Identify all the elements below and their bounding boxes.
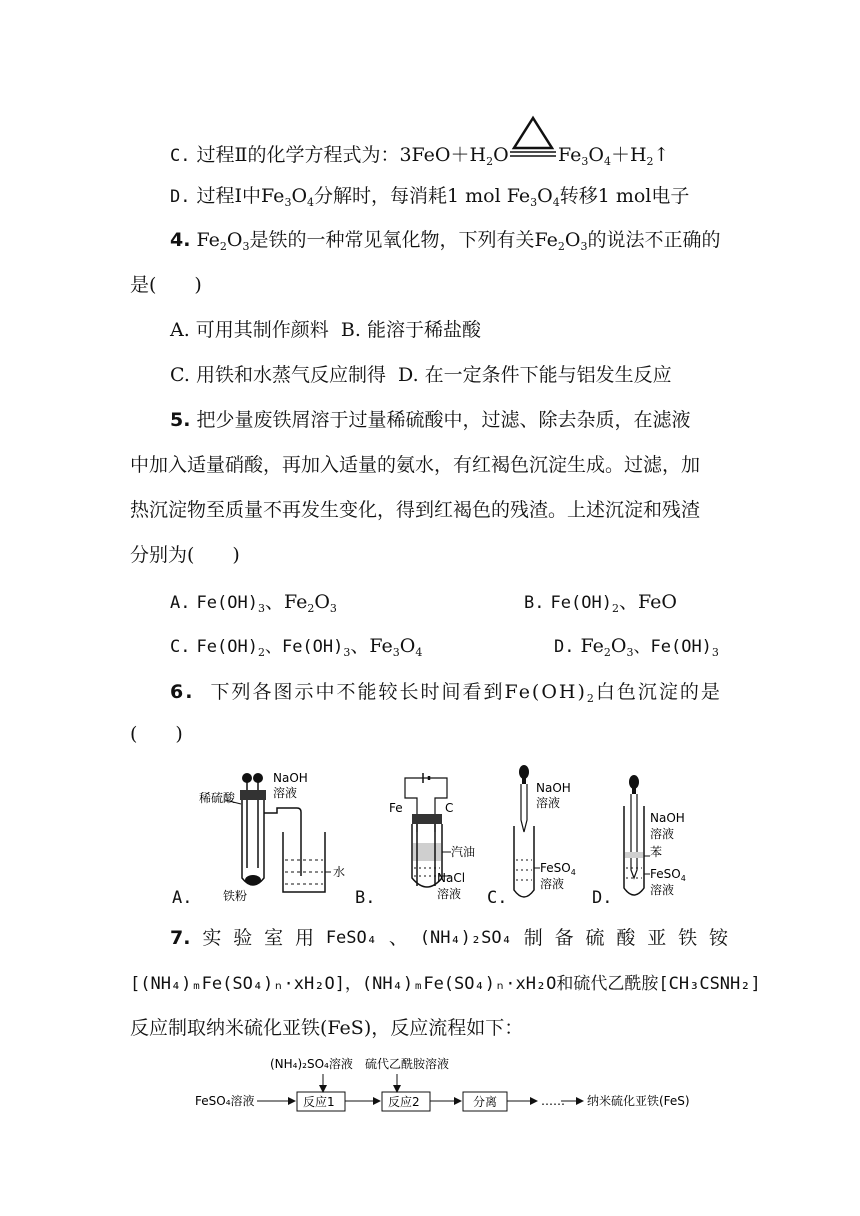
q5-stem-line3: 热沉淀物至质量不再发生变化，得到红褐色的残渣。上述沉淀和残渣	[130, 499, 701, 521]
fig-a-label: A.	[172, 888, 193, 908]
q6-stem-line1: 6. 下列各图示中不能较长时间看到$Fe(OH)_2$白色沉淀的是	[170, 681, 722, 705]
flow-start: FeSO₄溶液	[195, 1094, 255, 1108]
q7-stem-line2: [(NH₄)ₘFe(SO₄)ₙ·xH₂O]，(NH₄)ₘFe(SO₄)ₙ·xH₂O和硫代乙酰胺[CH₃CSNH₂]	[130, 974, 761, 994]
flow-reagent1: (NH₄)₂SO₄溶液	[270, 1057, 353, 1071]
fig-a-naoh-solution-label: 溶液	[273, 786, 298, 800]
figure-a-apparatus	[165, 768, 355, 908]
fig-a-iron-label: 铁粉	[223, 889, 248, 903]
fig-b-c-label: C	[445, 801, 454, 815]
figure-b-apparatus	[385, 768, 480, 908]
fig-c-naoh-label: NaOH	[536, 781, 571, 795]
fig-b-label: B.	[355, 888, 376, 908]
heat-triangle-icon	[508, 112, 558, 160]
fig-c-naoh-solution-label: 溶液	[536, 796, 561, 810]
fig-b-nacl-label: NaCl	[437, 871, 466, 885]
q6-stem-line2: ( )	[130, 723, 183, 745]
q7-stem-line3: 反应制取纳米硫化亚铁(FeS)，反应流程如下：	[130, 1017, 524, 1039]
q5-option-b: B. $Fe(OH)_2$、FeO	[524, 591, 677, 615]
fig-d-label: D.	[592, 888, 613, 908]
figure-c-apparatus	[500, 760, 595, 905]
q3-option-d: D. 过程Ⅰ中$Fe_3O_4$分解时，每消耗1 mol $Fe_3O_4$转移1 mol电子	[170, 185, 690, 209]
q5-option-a: A. $Fe(OH)_3$、$Fe_2O_3$	[170, 591, 337, 615]
q4-stem-line1: 4. $Fe_2O_3$是铁的一种常见氧化物，下列有关$Fe_2O_3$的说法不正确的	[170, 229, 721, 253]
fig-d-benzene-label: 苯	[650, 845, 663, 859]
fig-a-water-label: 水	[333, 865, 346, 879]
flow-end: 纳米硫化亚铁(FeS)	[587, 1094, 690, 1108]
flow-reagent2: 硫代乙酰胺溶液	[365, 1057, 450, 1071]
fig-d-naoh-label: NaOH	[650, 811, 685, 825]
q7-flow-chart	[195, 1052, 715, 1122]
fig-c-feso4-solution-label: 溶液	[540, 877, 565, 891]
flow-box-2-label: 反应2	[388, 1095, 420, 1109]
fig-b-gasoline-label: 汽油	[451, 845, 476, 859]
fig-b-fe-label: Fe	[389, 801, 403, 815]
q3-option-c-product: $Fe_3O_4+H_2↑$	[558, 144, 670, 168]
q5-stem-line2: 中加入适量硝酸，再加入适量的氨水，有红褐色沉淀生成。过滤，加	[130, 454, 701, 476]
q7-stem-line1: 7. 实 验 室 用 FeSO₄ 、 (NH₄)₂SO₄ 制 备 硫 酸 亚 铁 铵	[170, 927, 728, 949]
q5-option-d: D. $Fe_2O_3$、$Fe(OH)_3$	[554, 635, 719, 659]
flow-box-1-label: 反应1	[303, 1095, 335, 1109]
figure-d-apparatus	[610, 770, 710, 910]
q5-stem-line4: 分别为( )	[130, 544, 240, 566]
q4-options-ab: A. 可用其制作颜料 B. 能溶于稀盐酸	[170, 319, 481, 341]
fig-d-feso4-solution-label: 溶液	[650, 883, 675, 897]
fig-c-label: C.	[487, 888, 508, 908]
q4-stem-line2: 是( )	[130, 274, 202, 296]
q3-option-c: C. 过程Ⅱ的化学方程式为：$3FeO+H_2O$	[170, 144, 509, 168]
fig-a-acid-label: 稀硫酸	[199, 791, 236, 805]
q4-options-cd: C. 用铁和水蒸气反应制得 D. 在一定条件下能与铝发生反应	[170, 364, 672, 386]
fig-d-feso4-label: FeSO$_4$	[650, 867, 686, 883]
fig-a-naoh-label: NaOH	[273, 771, 308, 785]
fig-b-nacl-solution-label: 溶液	[437, 887, 462, 901]
q5-option-c: C. $Fe(OH)_2$、$Fe(OH)_3$、$Fe_3O_4$	[170, 635, 423, 659]
fig-d-naoh-solution-label: 溶液	[650, 827, 675, 841]
flow-box-3-label: 分离	[473, 1095, 498, 1109]
q5-stem-line1: 5. 把少量废铁屑溶于过量稀硫酸中，过滤、除去杂质，在滤液	[170, 409, 691, 431]
fig-c-feso4-label: FeSO$_4$	[540, 861, 576, 877]
flow-dots: ……	[541, 1094, 565, 1108]
